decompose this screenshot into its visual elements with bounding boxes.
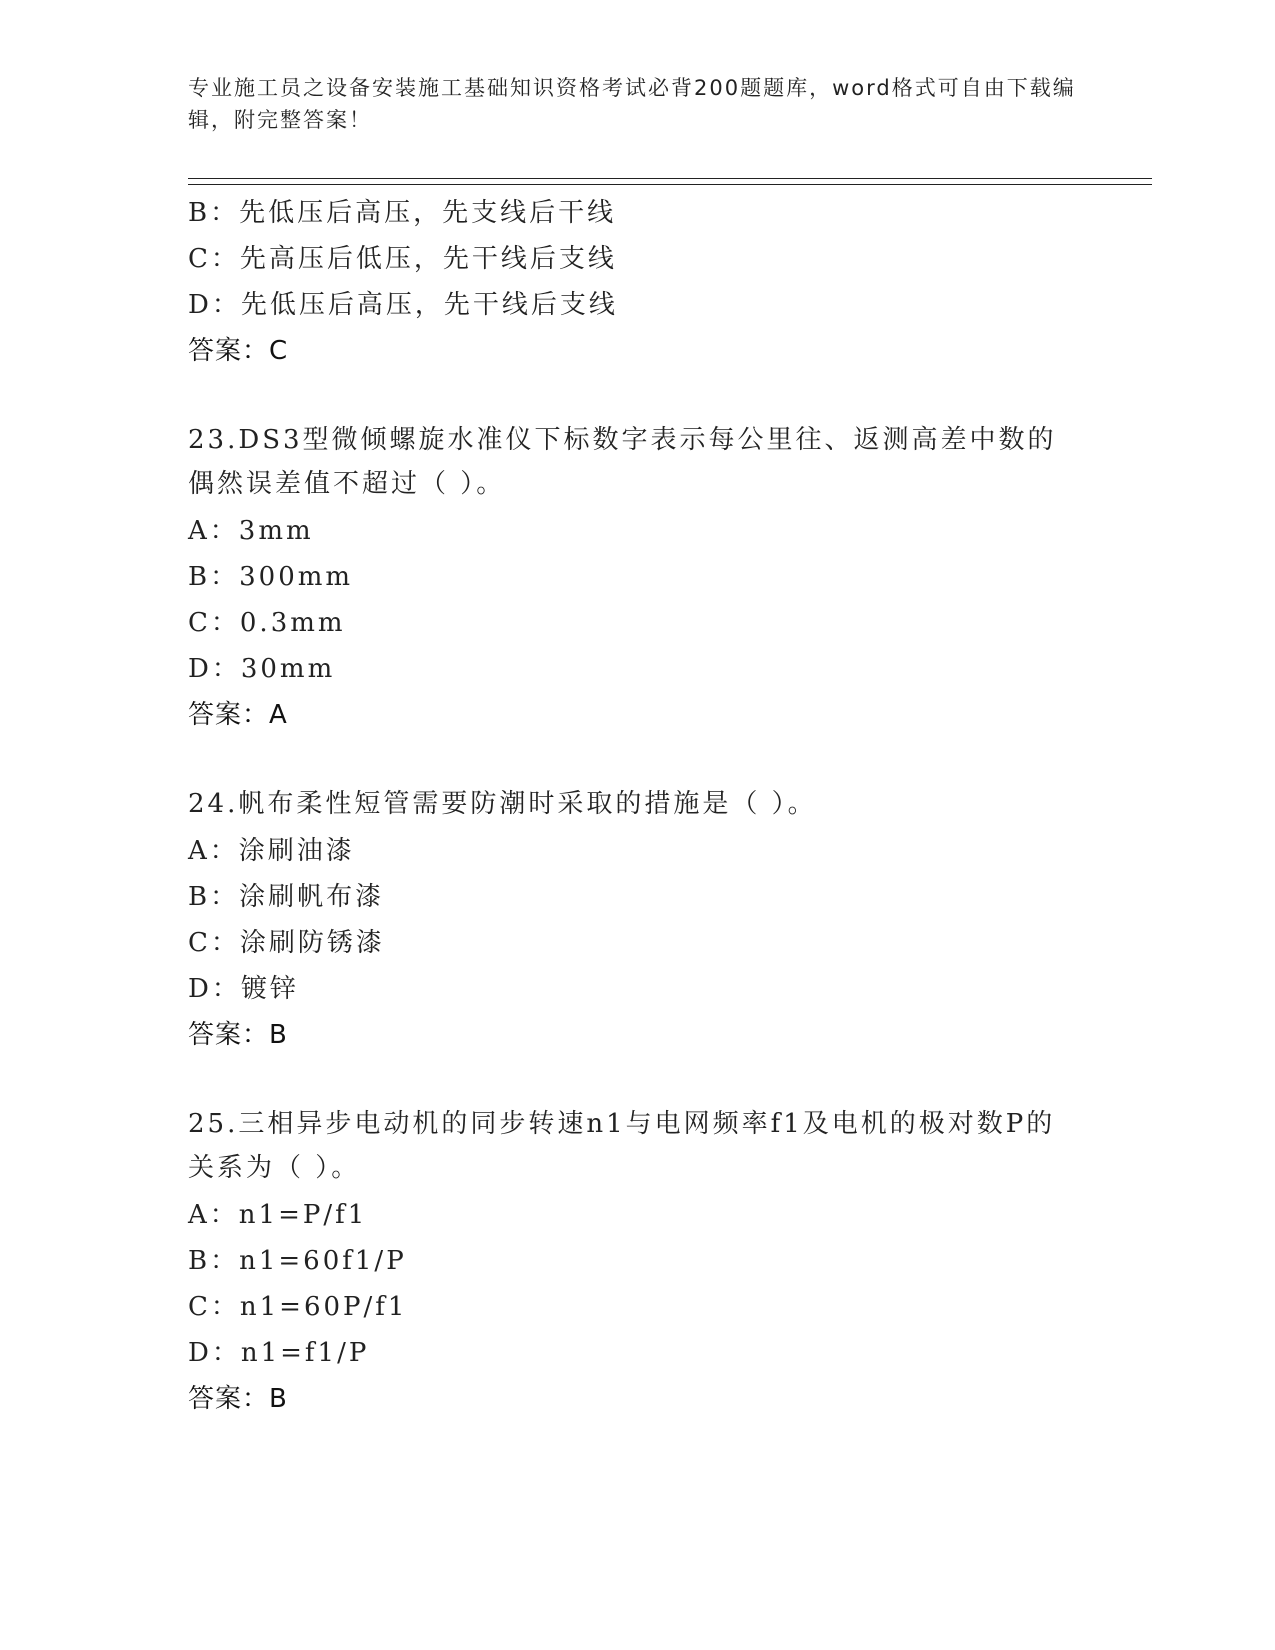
question-stem: 25.三相异步电动机的同步转速n1与电网频率f1及电机的极对数P的关系为（ ）。: [188, 1109, 1056, 1183]
option-a: A：3mm: [188, 516, 314, 546]
page-header: 专业施工员之设备安装施工基础知识资格考试必背200题题库，word格式可自由下载编辑，附完整答案！: [188, 76, 1076, 132]
answer-line: 答案：A: [188, 700, 288, 730]
document-body: [188, 190, 1108, 1422]
question-25: [188, 1102, 1108, 1422]
question-22-partial: [188, 190, 1108, 374]
answer-line: 答案：B: [188, 1384, 288, 1414]
question-23: [188, 418, 1108, 738]
question-stem: 23.DS3型微倾螺旋水准仪下标数字表示每公里往、返测高差中数的偶然误差值不超过（ ）。: [188, 425, 1057, 499]
option-c: C：涂刷防锈漆: [188, 928, 385, 958]
option-d: D：先低压后高压，先干线后支线: [188, 290, 618, 320]
option-b: B：300mm: [188, 562, 354, 592]
option-a: A：涂刷油漆: [188, 836, 355, 866]
question-24: [188, 782, 1108, 1058]
header-divider: [188, 178, 1152, 185]
option-d: D：镀锌: [188, 974, 299, 1004]
option-d: D：30mm: [188, 654, 336, 684]
option-c: C：n1=60P/f1: [188, 1292, 408, 1322]
option-a: A：n1=P/f1: [188, 1200, 368, 1230]
option-b: B：先低压后高压，先支线后干线: [188, 198, 617, 228]
option-c: C：先高压后低压，先干线后支线: [188, 244, 617, 274]
option-b: B：n1=60f1/P: [188, 1246, 407, 1276]
option-c: C：0.3mm: [188, 608, 346, 638]
option-d: D：n1=f1/P: [188, 1338, 370, 1368]
answer-line: 答案：B: [188, 1020, 288, 1050]
answer-line: 答案：C: [188, 336, 289, 366]
question-stem: 24.帆布柔性短管需要防潮时采取的措施是（ ）。: [188, 789, 817, 819]
option-b: B：涂刷帆布漆: [188, 882, 385, 912]
